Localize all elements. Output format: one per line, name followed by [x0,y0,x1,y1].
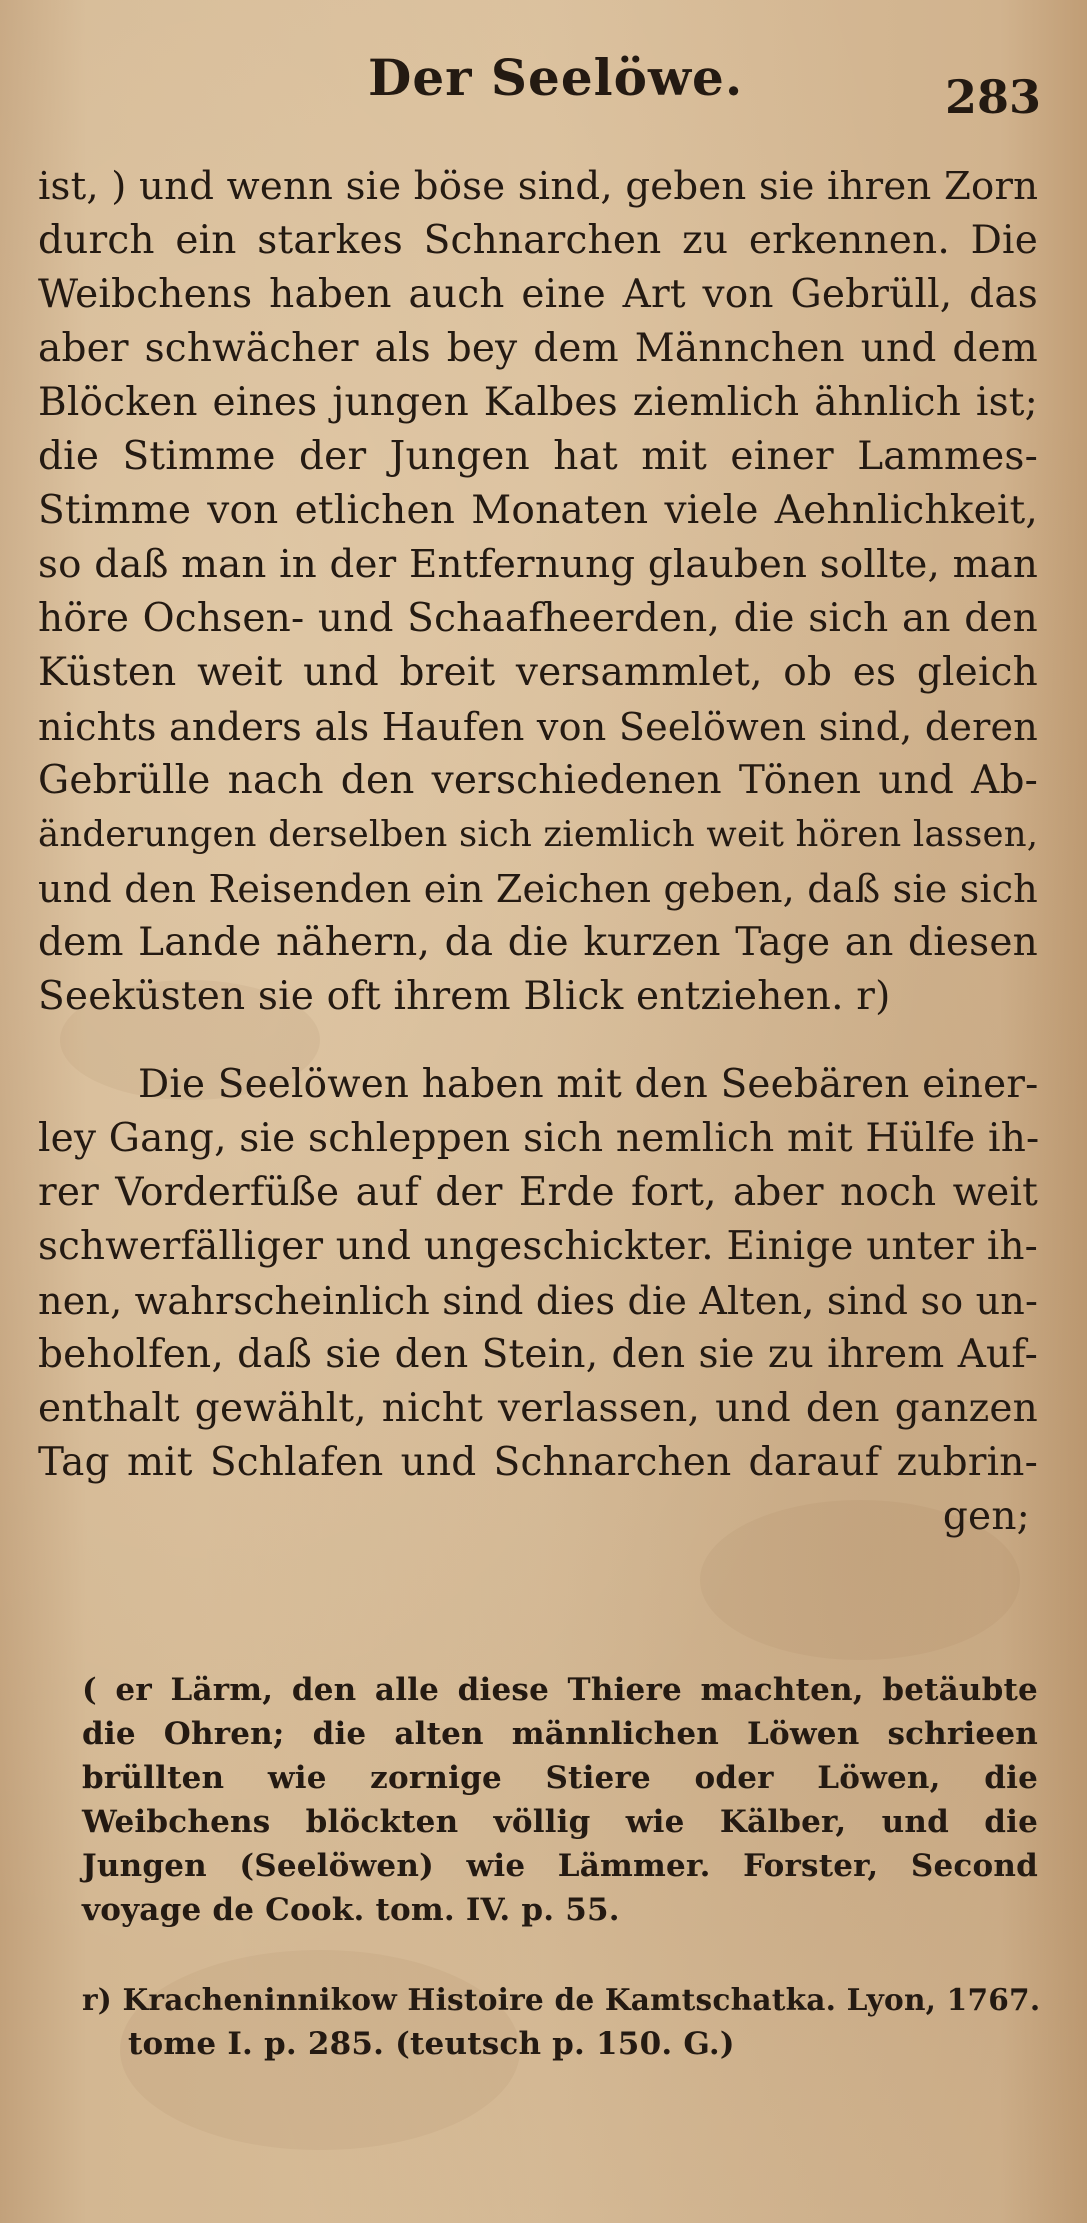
footnote-line: Weibchens blöckten völlig wie Kälber, und die [82,1804,1038,1840]
text-line: enthalt gewählt, nicht verlassen, und den ganzen [38,1386,1038,1431]
text-line: rer Vorderfüße auf der Erde fort, aber noch weit [38,1170,1038,1215]
text-line: durch ein starkes Schnarchen zu erkennen. Die [38,218,1038,263]
footnote-line: voyage de Cook. tom. IV. p. 55. [82,1892,620,1928]
footnote-line: brüllten wie zornige Stiere oder Löwen, die [82,1760,1038,1796]
text-line: höre Ochsen- und Schaafheerden, die sich an den [38,596,1038,641]
paragraph-2 [38,1058,1038,1544]
footnote-line: ( er Lärm, den alle diese Thiere machten, betäubte [82,1672,1038,1708]
text-line: nen, wahrscheinlich sind dies die Alten, sind so un- [38,1279,1039,1323]
text-line: Küsten weit und breit versammlet, ob es gleich [38,650,1038,695]
footnote-line: tome I. p. 285. (teutsch p. 150. G.) [128,2026,735,2062]
text-line: Weibchens haben auch eine Art von Gebrüll, das [38,272,1038,317]
running-title: Der Seelöwe. [368,48,744,107]
text-line: änderungen derselben sich ziemlich weit hören lassen, [38,814,1039,855]
text-line: schwerfälliger und ungeschickter. Einige unter ih- [38,1224,1038,1269]
text-line: dem Lande nähern, da die kurzen Tage an diesen [38,920,1038,965]
text-line: und den Reisenden ein Zeichen geben, daß sie sich [38,867,1038,911]
footnote-line: r) Kracheninnikow Histoire de Kamtschatka. Lyon, 1767. [82,1982,1041,2017]
footnote-q [38,1668,1038,1932]
text-line: die Stimme der Jungen hat mit einer Lammes- [38,434,1038,479]
text-line: so daß man in der Entfernung glauben sollte, man [38,542,1038,587]
page-number: 283 [945,70,1042,124]
footnote-line: Jungen (Seelöwen) wie Lämmer. Forster, Second [82,1848,1038,1884]
text-line: Blöcken eines jungen Kalbes ziemlich ähnlich ist; [38,380,1038,425]
text-line: Stimme von etlichen Monaten viele Aehnlichkeit, [38,488,1038,533]
text-line: ley Gang, sie schleppen sich nemlich mit Hülfe ih- [38,1116,1040,1161]
text-line: nichts anders als Haufen von Seelöwen sind, deren [38,705,1038,749]
text-line: Tag mit Schlafen und Schnarchen darauf zubrin- [38,1440,1038,1485]
catchword: gen; [942,1494,1030,1539]
text-line: ist, ) und wenn sie böse sind, geben sie ihren Zorn [38,164,1039,209]
footnote-line: die Ohren; die alten männlichen Löwen schrieen [82,1716,1038,1752]
footnote-r [38,1978,1041,2066]
text-line: Seeküsten sie oft ihrem Blick entziehen. r) [38,974,891,1019]
page-header [0,38,1087,124]
text-line: Die Seelöwen haben mit den Seebären einer- [138,1062,1039,1107]
text-line: aber schwächer als bey dem Männchen und dem [38,326,1038,371]
paragraph-1 [38,160,1038,1024]
text-line: Gebrülle nach den verschiedenen Tönen und Ab- [38,758,1038,803]
text-line: beholfen, daß sie den Stein, den sie zu ihrem Auf- [38,1332,1038,1377]
